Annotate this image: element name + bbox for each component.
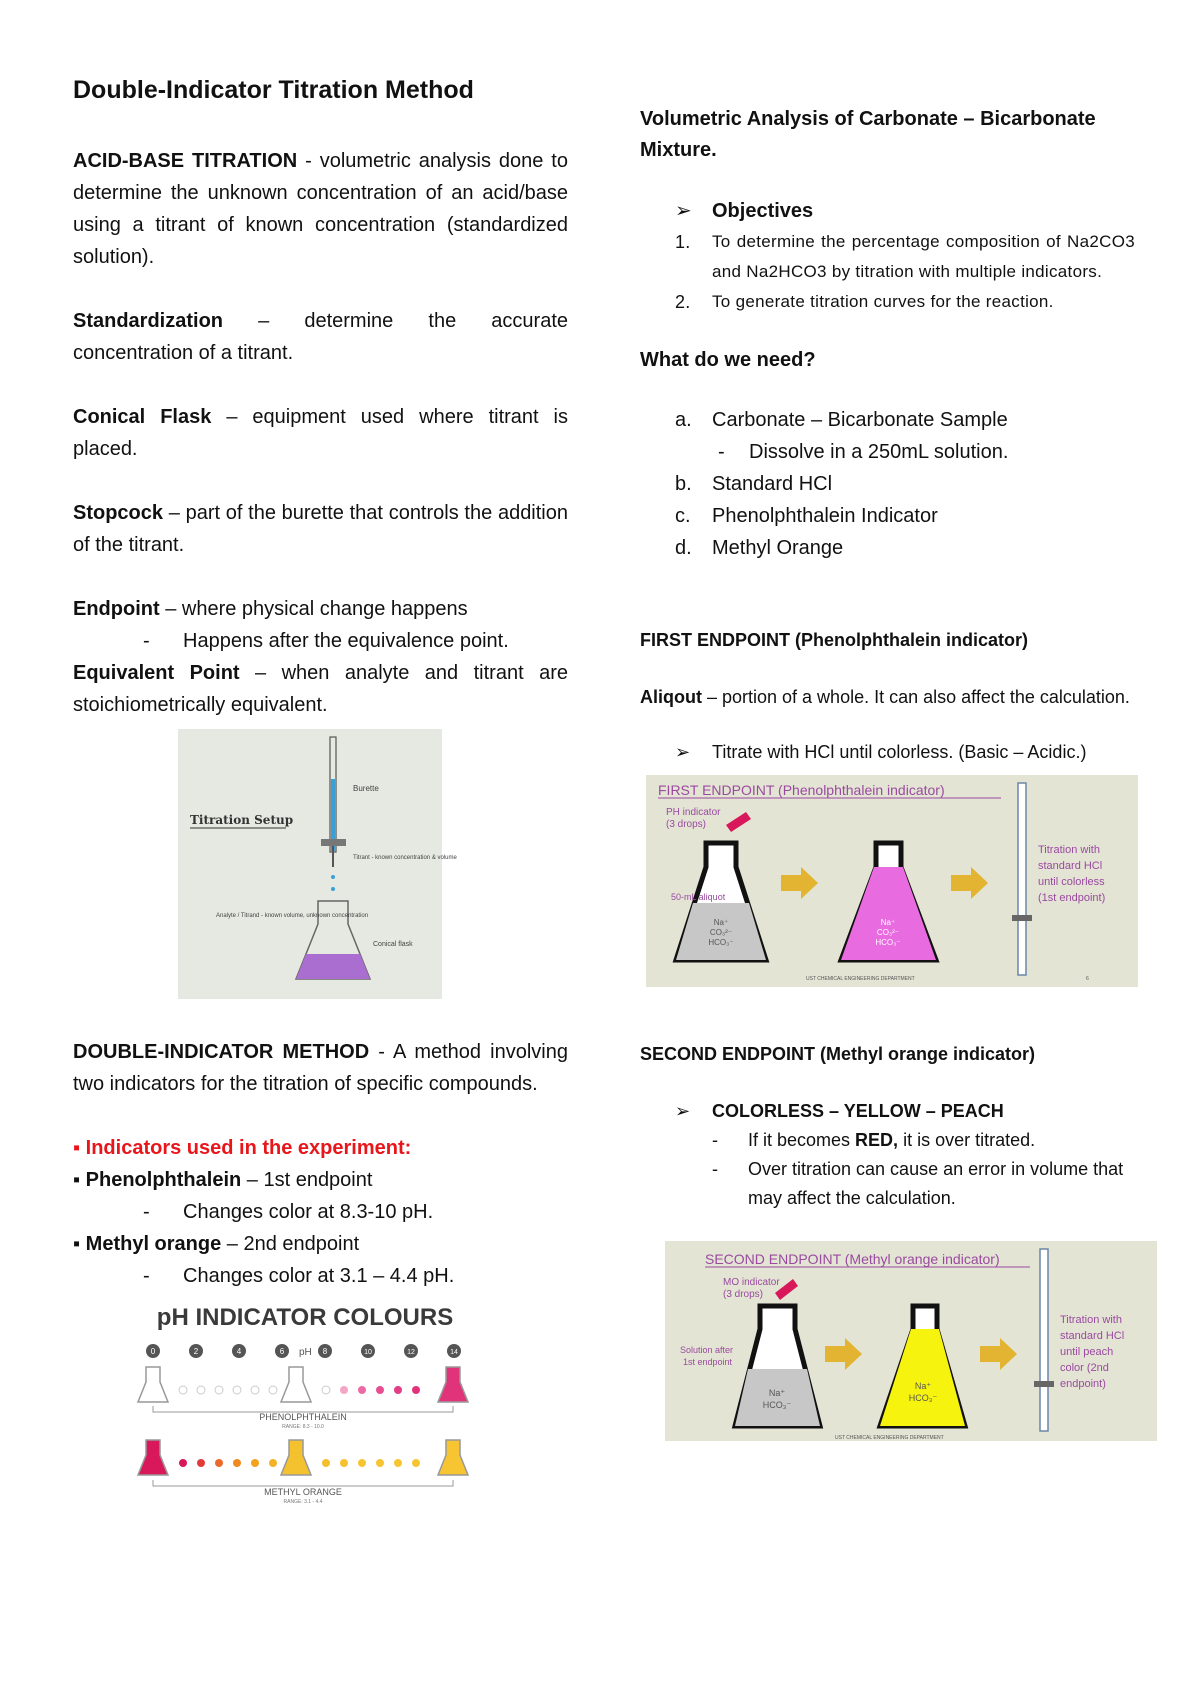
need-item	[640, 404, 1135, 436]
note-text: If it becomes	[748, 1130, 856, 1150]
ph-scale-label: 14	[450, 1349, 458, 1356]
ph-scale	[146, 1344, 461, 1358]
second-endpoint-heading: SECOND ENDPOINT (Methyl orange indicator)	[640, 1044, 1036, 1064]
ph-scale-label: 10	[364, 1349, 372, 1356]
methyl-orange-item	[73, 1228, 568, 1260]
fig2-result-line: endpoint)	[1060, 1378, 1106, 1390]
double-indicator-term: DOUBLE-INDICATOR METHOD	[73, 1041, 370, 1063]
double-indicator-text: - A method involving two indicators for the titration of specific compounds.	[73, 1041, 568, 1095]
conical-flask-term: Conical Flask	[73, 406, 212, 428]
objective-text: To determine the percentage composition of Na2CO3 and Na2HCO3 by titration with multiple indicators.	[712, 232, 1135, 281]
arrow-bullet-icon: ➢	[675, 742, 691, 762]
need-text: Carbonate – Bicarbonate Sample	[712, 409, 1008, 431]
color-dot	[340, 1386, 348, 1394]
color-dot	[376, 1459, 384, 1467]
fig1-ion-label: Na⁺	[880, 918, 896, 927]
acid-base-text: - volumetric analysis done to determine the unknown concentration of an acid/base using a titrant of known concentration (standardized solution).	[73, 150, 568, 268]
fig2-indicator-label: MO indicator	[723, 1277, 780, 1288]
objective-text: To generate titration curves for the reaction.	[712, 292, 1054, 311]
color-dot	[358, 1386, 366, 1394]
acid-base-definition	[73, 145, 568, 273]
fig1-footer: UST CHEMICAL ENGINEERING DEPARTMENT	[806, 976, 915, 982]
endpoint-subpoint: - Happens after the equivalence point.	[73, 625, 568, 657]
ph-scale-label: 6	[279, 1347, 285, 1356]
fig2-result-line: standard HCl	[1060, 1330, 1125, 1342]
phenolphthalein-label: PHENOLPHTHALEIN	[259, 1412, 347, 1422]
objective-item	[640, 227, 1135, 287]
burette-label: Burette	[353, 784, 379, 793]
ph-indicator-figure	[138, 1300, 473, 1505]
need-subpoint: - Dissolve in a 250mL solution.	[640, 436, 1135, 468]
objectives-heading	[640, 196, 1135, 227]
second-endpoint-figure	[665, 1241, 1157, 1441]
fig2-ion-label: Na⁺	[914, 1381, 932, 1391]
objectives-label: Objectives	[712, 200, 814, 222]
color-dot	[394, 1459, 402, 1467]
phenolphthalein-range: RANGE: 8.3 - 10.0	[282, 1424, 324, 1430]
equivalent-point-term: Equivalent Point	[73, 662, 240, 684]
titrate-instruction	[640, 738, 1135, 767]
fig2-solution-line: 1st endpoint	[683, 1357, 733, 1367]
phenolphthalein-item	[73, 1164, 568, 1196]
right-title: Volumetric Analysis of Carbonate – Bicarbonate Mixture.	[640, 108, 1096, 161]
color-dot	[269, 1459, 277, 1467]
fig2-result-line: until peach	[1060, 1346, 1114, 1358]
needs-heading: What do we need?	[640, 349, 816, 371]
arrow-bullet-icon: ➢	[675, 1101, 691, 1121]
methyl-orange-subpoint: - Changes color at 3.1 – 4.4 pH.	[73, 1260, 568, 1292]
color-dot	[322, 1386, 330, 1394]
fig1-ion-label: HCO₃⁻	[708, 938, 734, 947]
methyl-orange-text: – 2nd endpoint	[221, 1233, 360, 1255]
color-dot	[251, 1459, 259, 1467]
stopcock-icon	[1034, 1381, 1054, 1387]
ph-scale-unit: pH	[299, 1347, 312, 1358]
fig1-drops-label: (3 drops)	[666, 819, 707, 830]
fig1-indicator-label: PH indicator	[666, 807, 721, 818]
color-dot	[233, 1386, 241, 1394]
double-indicator-definition	[73, 1036, 568, 1100]
item-number: 1.	[675, 232, 691, 252]
methyl-orange-term: Methyl orange	[85, 1233, 222, 1255]
over-titration-note	[640, 1126, 1135, 1155]
fig1-result-line: Titration with	[1038, 844, 1100, 856]
need-text: Phenolphthalein Indicator	[712, 505, 938, 527]
bullet: ▪	[73, 1169, 86, 1191]
fig2-result-line: color (2nd	[1060, 1362, 1109, 1374]
endpoint-term: Endpoint	[73, 598, 160, 620]
setup-title: Titration Setup	[190, 813, 294, 827]
color-dot	[197, 1386, 205, 1394]
color-dot	[215, 1386, 223, 1394]
first-endpoint-heading: FIRST ENDPOINT (Phenolphthalein indicator)	[640, 630, 1029, 650]
right-column	[640, 104, 1135, 1441]
aliquot-text: – portion of a whole. It can also affect the calculation.	[701, 687, 1130, 707]
first-endpoint-figure	[646, 775, 1138, 987]
item-letter: d.	[675, 537, 692, 559]
burette-icon	[1040, 1249, 1048, 1431]
methyl-orange-label: METHYL ORANGE	[264, 1487, 342, 1497]
color-dot	[215, 1459, 223, 1467]
fig2-ion-label: Na⁺	[768, 1388, 786, 1398]
fig2-ion-label: HCO₃⁻	[762, 1400, 792, 1410]
endpoint-definition	[73, 593, 568, 625]
analyte-label: Analyte / Titrand - known volume, unknown concentration	[216, 913, 369, 919]
conical-flask-text: – equipment used where titrant is placed.	[73, 406, 569, 460]
methyl-orange-range: RANGE: 3.1 - 4.4	[283, 1499, 323, 1505]
fig1-ion-label: Na⁺	[713, 918, 729, 927]
stopcock-term: Stopcock	[73, 502, 164, 524]
color-dot	[394, 1386, 402, 1394]
equivalent-point-definition	[73, 657, 568, 721]
aliquot-definition	[640, 683, 1135, 712]
stopcock-text: – part of the burette that controls the addition of the titrant.	[73, 502, 568, 556]
color-dot	[269, 1386, 277, 1394]
ph-scale-label: 2	[193, 1347, 199, 1356]
equivalent-point-text: – when analyte and titrant are stoichiometrically equivalent.	[73, 662, 568, 716]
standardization-term: Standardization	[73, 310, 224, 332]
fig2-footer: UST CHEMICAL ENGINEERING DEPARTMENT	[835, 1435, 944, 1441]
fig1-ion-label: CO₃²⁻	[876, 928, 900, 937]
note-text: it is over titrated.	[898, 1130, 1036, 1150]
need-item	[640, 500, 1135, 532]
drop-icon	[331, 887, 335, 891]
ph-figure-title: pH INDICATOR COLOURS	[156, 1304, 454, 1331]
item-letter: c.	[675, 505, 691, 527]
indicators-heading: ▪ Indicators used in the experiment:	[73, 1137, 412, 1159]
ph-scale-label: 8	[322, 1347, 328, 1356]
fig1-title: FIRST ENDPOINT (Phenolphthalein indicator)	[658, 782, 945, 798]
color-dot	[412, 1459, 420, 1467]
flask-label: Conical flask	[373, 941, 413, 948]
burette-icon	[1018, 783, 1026, 975]
fig1-result-line: (1st endpoint)	[1038, 892, 1106, 904]
note-red-word: RED,	[855, 1130, 899, 1150]
fig2-title: SECOND ENDPOINT (Methyl orange indicator)	[705, 1251, 1000, 1267]
drop-icon	[331, 875, 335, 879]
fig1-result-line: standard HCl	[1038, 860, 1103, 872]
fig2-drops-label: (3 drops)	[723, 1289, 764, 1300]
need-text: Standard HCl	[712, 473, 833, 495]
need-text: Methyl Orange	[712, 537, 844, 559]
color-dot	[179, 1386, 187, 1394]
phenolphthalein-text: – 1st endpoint	[241, 1169, 373, 1191]
item-number: 2.	[675, 292, 691, 312]
titrate-text: Titrate with HCl until colorless. (Basic – Acidic.)	[712, 742, 1087, 762]
objective-item	[640, 287, 1135, 317]
item-letter: b.	[675, 473, 692, 495]
color-dot	[233, 1459, 241, 1467]
fig2-result-line: Titration with	[1060, 1314, 1122, 1326]
color-dot	[251, 1386, 259, 1394]
flask-liquid	[296, 954, 370, 979]
left-column	[73, 70, 568, 1505]
ph-scale-label: 0	[150, 1347, 156, 1356]
acid-base-term: ACID-BASE TITRATION	[73, 150, 298, 172]
ph-scale-label: 12	[407, 1349, 415, 1356]
phenolphthalein-term: Phenolphthalein	[85, 1169, 242, 1191]
standardization-definition	[73, 305, 568, 369]
color-sequence-text: COLORLESS – YELLOW – PEACH	[712, 1101, 1004, 1121]
conical-flask-definition	[73, 401, 568, 465]
stopcock-icon	[1012, 915, 1032, 921]
color-sequence	[640, 1097, 1135, 1126]
fig1-aliquot-label: 50-mL aliquot	[671, 892, 726, 902]
aliquot-term: Aliqout	[640, 687, 702, 707]
color-dot	[197, 1459, 205, 1467]
fig1-ion-label: CO₃²⁻	[709, 928, 733, 937]
color-dot	[179, 1459, 187, 1467]
page-title: Double-Indicator Titration Method	[73, 76, 474, 104]
need-item	[640, 468, 1135, 500]
fig1-ion-label: HCO₃⁻	[875, 938, 901, 947]
need-item	[640, 532, 1135, 564]
color-dot	[340, 1459, 348, 1467]
color-dot	[358, 1459, 366, 1467]
color-dot	[412, 1386, 420, 1394]
fig2-ion-label: HCO₃⁻	[908, 1393, 938, 1403]
fig1-page: 6	[1086, 976, 1089, 982]
standardization-text: – determine the accurate concentration of a titrant.	[73, 310, 568, 364]
ph-scale-label: 4	[236, 1347, 242, 1356]
bullet: ▪	[73, 1233, 86, 1255]
stopcock-definition	[73, 497, 568, 561]
endpoint-text: – where physical change happens	[159, 598, 468, 620]
stopcock-icon	[321, 839, 346, 846]
fig1-result-line: until colorless	[1038, 876, 1105, 888]
titration-setup-figure	[178, 729, 457, 999]
over-titration-error-note: - Over titration can cause an error in volume that may affect the calculation.	[640, 1155, 1135, 1213]
item-letter: a.	[675, 409, 692, 431]
fig2-solution-line: Solution after	[680, 1345, 734, 1355]
phenolphthalein-subpoint: - Changes color at 8.3-10 pH.	[73, 1196, 568, 1228]
color-dot	[376, 1386, 384, 1394]
arrow-bullet-icon: ➢	[675, 200, 692, 222]
titrant-label: Titrant - known concentration & volume	[353, 855, 457, 861]
color-dot	[322, 1459, 330, 1467]
